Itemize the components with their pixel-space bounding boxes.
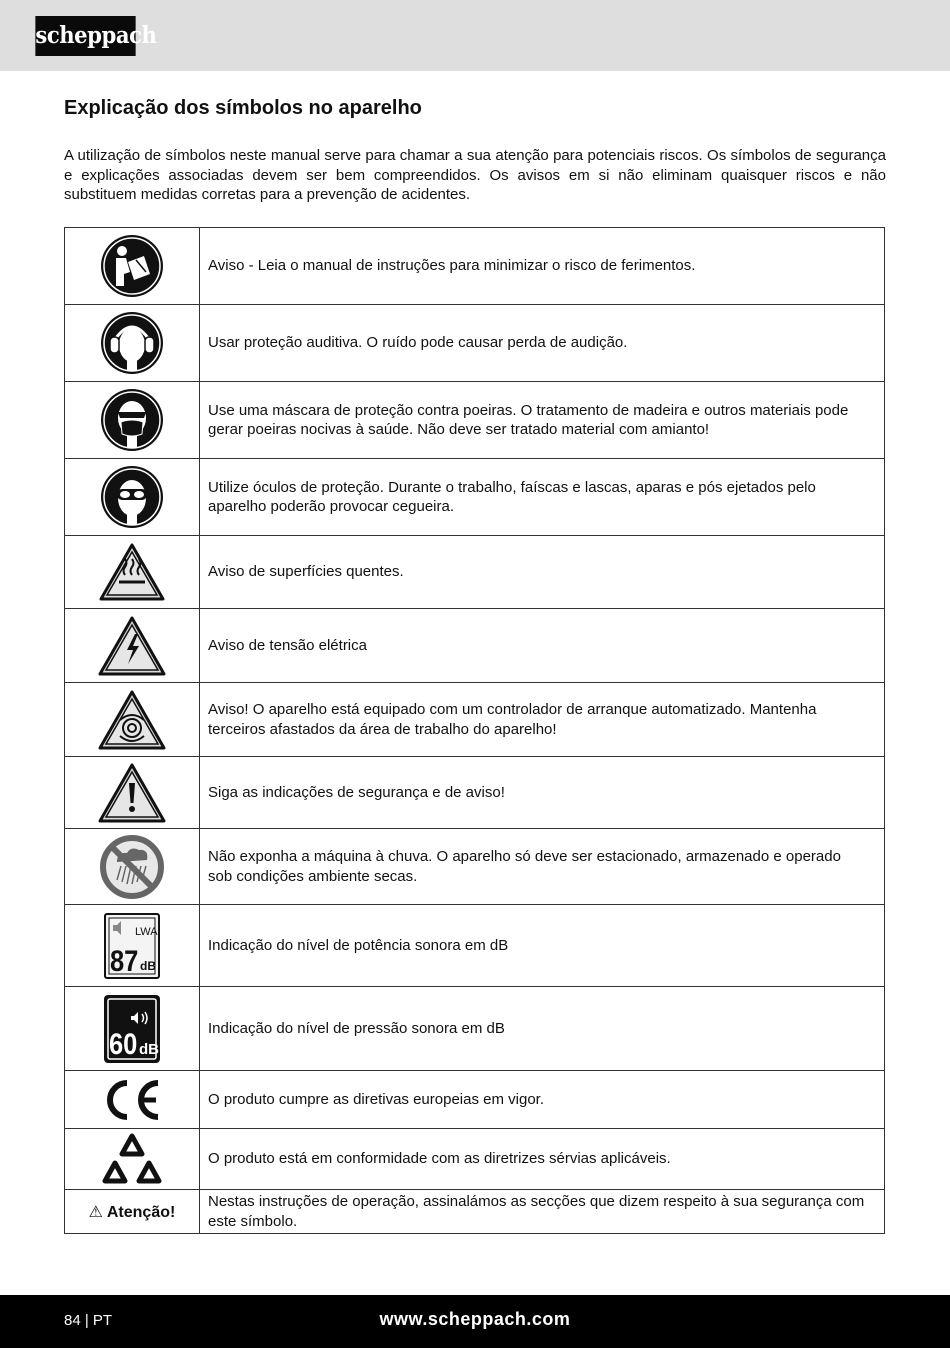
table-row	[65, 459, 885, 536]
symbol-description: Siga as indicações de segurança e de aviso!	[200, 757, 885, 829]
no-rain-icon	[65, 834, 199, 900]
sound-power-label-icon	[65, 913, 199, 979]
table-row	[65, 1071, 885, 1129]
symbol-description: Usar proteção auditiva. O ruído pode causar perda de audição.	[200, 305, 885, 382]
table-row	[65, 829, 885, 905]
table-row	[65, 987, 885, 1071]
table-row	[65, 305, 885, 382]
hearing-protection-icon	[65, 311, 199, 375]
attention-label: ⚠ Atenção!	[88, 1203, 176, 1221]
dust-mask-icon	[65, 388, 199, 452]
lwa-unit: dB	[140, 958, 156, 973]
icon-cell	[65, 683, 200, 757]
safety-goggles-icon	[65, 465, 199, 529]
icon-cell	[65, 1190, 200, 1234]
icon-cell	[65, 228, 200, 305]
page-header	[0, 0, 950, 71]
icon-cell	[65, 382, 200, 459]
table-row	[65, 1129, 885, 1190]
symbol-description: Aviso de tensão elétrica	[200, 609, 885, 683]
icon-cell	[65, 905, 200, 987]
automatic-start-icon	[65, 690, 199, 750]
lwa-value: 87	[109, 943, 139, 977]
symbol-description: Indicação do nível de pressão sonora em dB	[200, 987, 885, 1071]
serbian-conformity-icon	[65, 1133, 199, 1185]
symbols-table	[64, 227, 885, 1234]
icon-cell	[65, 829, 200, 905]
table-row	[65, 757, 885, 829]
icon-cell	[65, 536, 200, 609]
symbol-description: Aviso - Leia o manual de instruções para minimizar o risco de ferimentos.	[200, 228, 885, 305]
symbol-description: Indicação do nível de potência sonora em dB	[200, 905, 885, 987]
general-warning-icon	[65, 763, 199, 823]
table-row	[65, 1190, 885, 1234]
symbol-description: Aviso! O aparelho está equipado com um controlador de arranque automatizado. Mantenha terceiros afastados da área de trabalho do aparelho!	[200, 683, 885, 757]
page-footer	[0, 1295, 950, 1348]
lwa-label: LWA	[135, 925, 158, 938]
attention-description: Nestas instruções de operação, assinalámos as secções que dizem respeito à sua segurança com este símbolo.	[200, 1190, 885, 1234]
table-row	[65, 536, 885, 609]
hot-surface-icon	[65, 543, 199, 601]
table-row	[65, 683, 885, 757]
table-row	[65, 228, 885, 305]
table-row	[65, 609, 885, 683]
icon-cell	[65, 1071, 200, 1129]
page-title: Explicação dos símbolos no aparelho	[64, 97, 422, 119]
read-manual-icon	[65, 234, 199, 298]
lpa-unit: dB	[139, 1040, 159, 1058]
ce-mark-icon	[65, 1077, 199, 1123]
table-row	[65, 905, 885, 987]
symbol-description: Não exponha a máquina à chuva. O aparelho só deve ser estacionado, armazenado e operado sob condições ambiente secas.	[200, 829, 885, 905]
symbol-description: O produto está em conformidade com as diretrizes sérvias aplicáveis.	[200, 1129, 885, 1190]
website-link[interactable]: www.scheppach.com	[379, 1309, 571, 1329]
icon-cell	[65, 1129, 200, 1190]
icon-cell	[65, 305, 200, 382]
symbol-description: Utilize óculos de proteção. Durante o trabalho, faíscas e lascas, aparas e pós ejetados pelo aparelho poderão provocar cegueira.	[200, 459, 885, 536]
symbol-description: Aviso de superfícies quentes.	[200, 536, 885, 609]
electric-voltage-icon	[65, 616, 199, 676]
icon-cell	[65, 459, 200, 536]
symbol-description: O produto cumpre as diretivas europeias em vigor.	[200, 1071, 885, 1129]
icon-cell	[65, 987, 200, 1071]
sound-pressure-label-icon	[65, 994, 199, 1064]
intro-paragraph: A utilização de símbolos neste manual serve para chamar a sua atenção para potenciais riscos. Os símbolos de segurança e explicações associadas devem ser bem compreendidos. Os avisos em si não eliminam quaisquer riscos e não substituem medidas corretas para a prevenção de acidentes.	[64, 147, 886, 203]
page-number: 84 | PT	[64, 1312, 113, 1329]
table-row	[65, 382, 885, 459]
icon-cell	[65, 757, 200, 829]
lpa-value: 60	[108, 1026, 138, 1060]
symbol-description: Use uma máscara de proteção contra poeiras. O tratamento de madeira e outros materiais pode gerar poeiras nocivas à saúde. Não deve ser tratado material com amianto!	[200, 382, 885, 459]
scheppach-logo: scheppach	[35, 16, 135, 56]
icon-cell	[65, 609, 200, 683]
